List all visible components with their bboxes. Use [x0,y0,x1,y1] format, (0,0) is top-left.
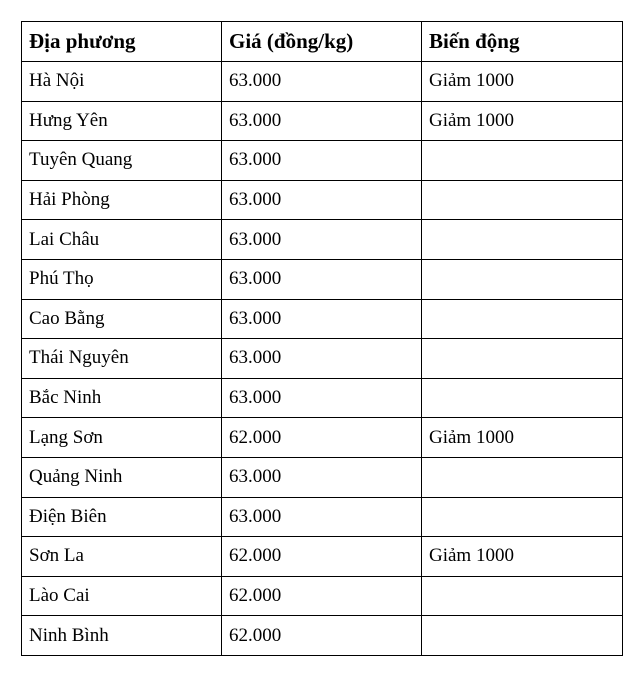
header-row [22,22,623,62]
cell-price: 63.000 [222,141,422,181]
cell-locality: Sơn La [22,537,222,577]
table-row [22,220,623,260]
table-row [22,259,623,299]
cell-price: 63.000 [222,497,422,537]
price-table [21,21,623,656]
cell-price: 62.000 [222,418,422,458]
cell-change [422,220,623,260]
cell-change [422,378,623,418]
table-body [22,62,623,656]
table-row [22,299,623,339]
cell-change [422,259,623,299]
cell-change [422,141,623,181]
table-row [22,576,623,616]
cell-locality: Cao Bằng [22,299,222,339]
table-row [22,101,623,141]
cell-locality: Hải Phòng [22,180,222,220]
table-row [22,537,623,577]
cell-locality: Lào Cai [22,576,222,616]
header-change: Biến động [422,22,623,62]
cell-change [422,457,623,497]
table-row [22,497,623,537]
cell-change [422,576,623,616]
cell-change [422,616,623,656]
cell-change [422,339,623,379]
cell-change: Giảm 1000 [422,62,623,102]
table-row [22,616,623,656]
cell-price: 62.000 [222,616,422,656]
cell-locality: Tuyên Quang [22,141,222,181]
cell-price: 62.000 [222,576,422,616]
cell-locality: Hưng Yên [22,101,222,141]
cell-locality: Hà Nội [22,62,222,102]
table-row [22,141,623,181]
cell-locality: Bắc Ninh [22,378,222,418]
cell-price: 63.000 [222,299,422,339]
cell-locality: Lai Châu [22,220,222,260]
table-header [22,22,623,62]
table-row [22,378,623,418]
table-row [22,418,623,458]
cell-price: 63.000 [222,339,422,379]
table-row [22,180,623,220]
cell-price: 63.000 [222,378,422,418]
cell-price: 63.000 [222,101,422,141]
cell-change [422,497,623,537]
cell-price: 63.000 [222,220,422,260]
cell-locality: Phú Thọ [22,259,222,299]
cell-change: Giảm 1000 [422,537,623,577]
cell-change: Giảm 1000 [422,101,623,141]
cell-price: 63.000 [222,259,422,299]
cell-price: 63.000 [222,457,422,497]
header-price: Giá (đồng/kg) [222,22,422,62]
cell-change: Giảm 1000 [422,418,623,458]
table-row [22,457,623,497]
cell-locality: Lạng Sơn [22,418,222,458]
cell-locality: Ninh Bình [22,616,222,656]
cell-price: 63.000 [222,62,422,102]
cell-locality: Quảng Ninh [22,457,222,497]
cell-price: 62.000 [222,537,422,577]
cell-change [422,299,623,339]
table-row [22,62,623,102]
cell-price: 63.000 [222,180,422,220]
cell-locality: Thái Nguyên [22,339,222,379]
table-row [22,339,623,379]
header-locality: Địa phương [22,22,222,62]
cell-locality: Điện Biên [22,497,222,537]
cell-change [422,180,623,220]
